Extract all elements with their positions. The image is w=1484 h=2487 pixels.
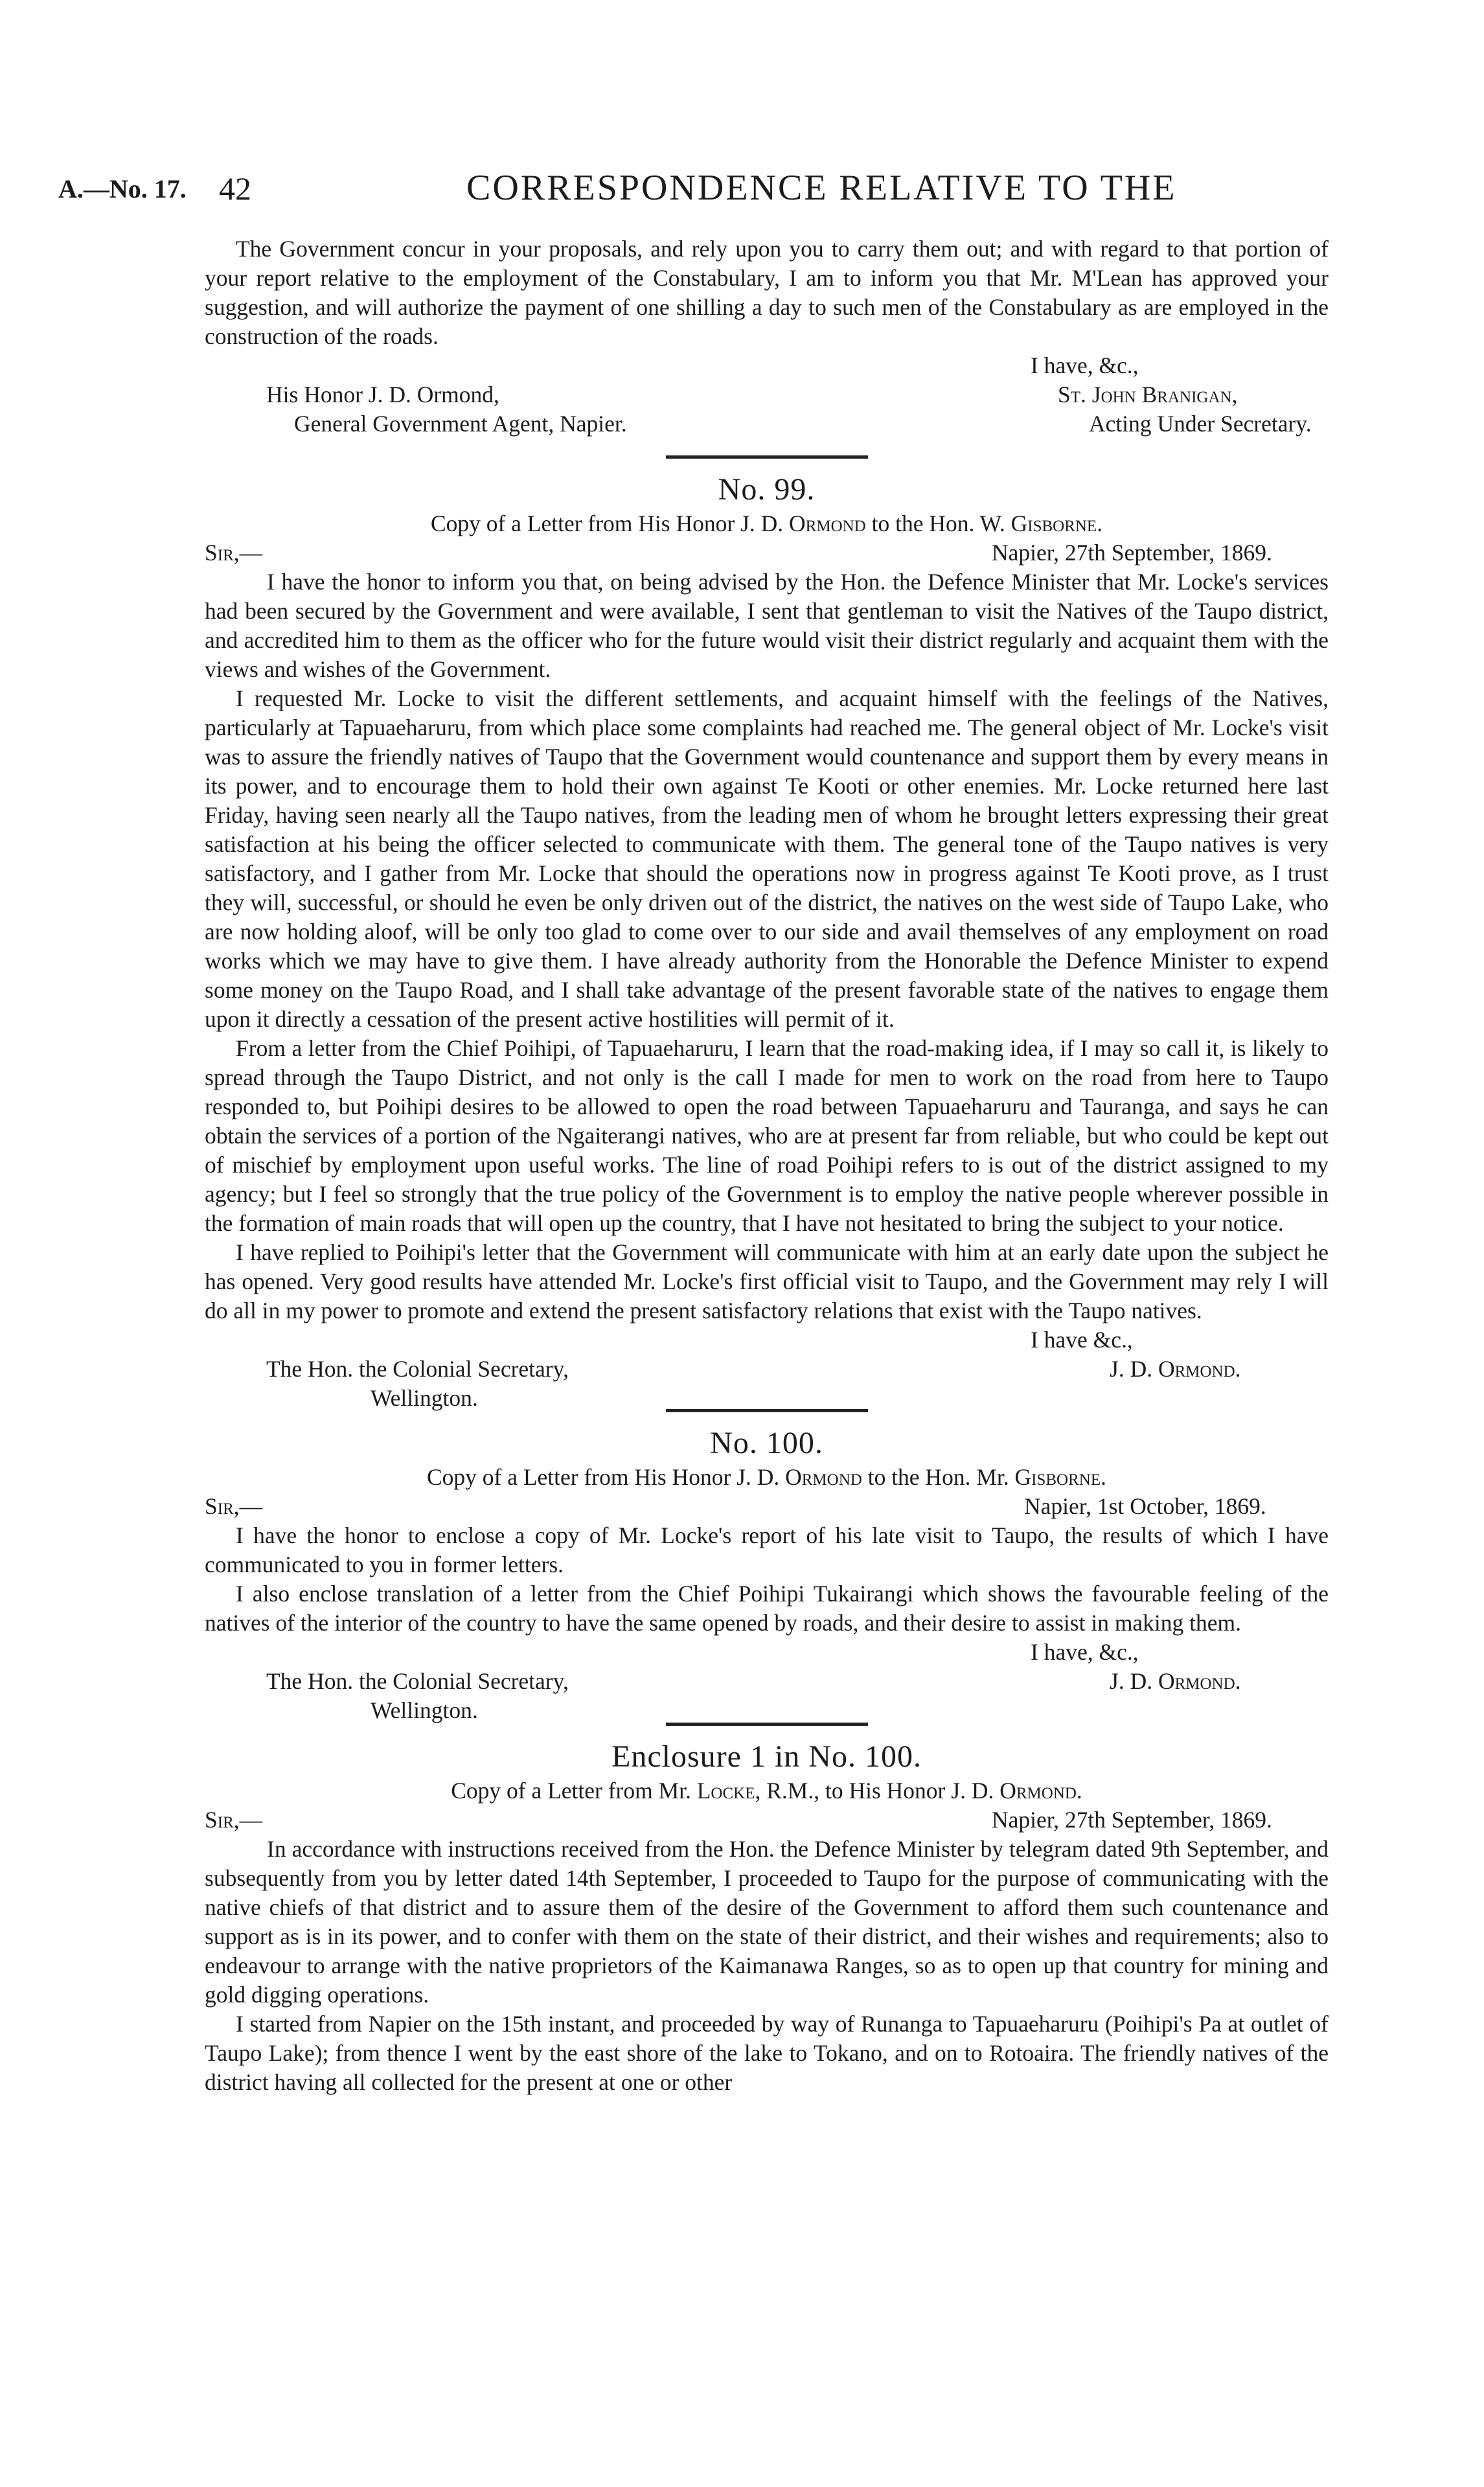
salutation: Sir,—	[205, 1493, 263, 1519]
letter-100-closing-row	[205, 1638, 1329, 1667]
letter-99-signer: J. D. Ormond.	[1110, 1356, 1241, 1382]
section-divider	[666, 1723, 868, 1726]
letter-99-caption	[205, 509, 1329, 538]
caption-name: Gisborne.	[1014, 1464, 1106, 1490]
intro-paragraph: The Government concur in your proposals, and rely upon you to carry them out; and with regard to that portion of your report relative to the employment of the Constabulary, I am to inform you that Mr. M'Lean has approved your suggestion, and will authorize the payment of one shilling a day to such men of the Constabulary as are employed in the construction of the roads.	[205, 236, 1329, 349]
running-title: CORRESPONDENCE RELATIVE TO THE	[466, 168, 1177, 208]
letter-100-caption	[205, 1463, 1329, 1492]
letter-99-closing: I have &c.,	[1031, 1327, 1133, 1353]
section-divider	[666, 1409, 868, 1412]
intro-closing: I have, &c.,	[1031, 352, 1139, 378]
enclosure-paragraph: In accordance with instructions received from the Hon. the Defence Minister by telegram dated 9th September, and subsequently from you by letter dated 14th September, I proceeded to Taupo for the purpose of communicating with the native chiefs of that district and to assure them of the desire of the Government to afford them such countenance and support as is in its power, and to confer with them on the state of their district, and their wishes and requirements; also to endeavour to arrange with the native proprietors of the Kaimanawa Ranges, so as to open up that country for mining and gold digging operations.	[205, 1836, 1329, 2008]
enclosure-heading: Enclosure 1 in No. 100.	[611, 1739, 922, 1774]
caption-name: Ormond	[785, 1464, 862, 1490]
page-number: 42	[219, 170, 251, 207]
letter-99-paragraph: I requested Mr. Locke to visit the different settlements, and acquaint himself with the feelings of the Natives, particularly at Tapuaeharuru, from which place some complaints had reached me. The general object of Mr. Locke's visit was to assure the friendly natives of Taupo that the Government would countenance and support them by every means in its power, and to encourage them to hold their own against Te Kooti or other enemies. Mr. Locke returned here last Friday, having seen nearly all the Taupo natives, from the leading men of whom he brought letters expressing their great satisfaction at his being the officer selected to communicate with them. The general tone of the Taupo natives is very satisfactory, and I gather from Mr. Locke that should the operations now in progress against Te Kooti prove, as I trust they will, successful, or should he even be only driven out of the district, the natives on the west side of Taupo Lake, who are now holding aloof, will be only too glad to come over to our side and avail themselves of any employment on road works which we may have to give them. I have already authority from the Honorable the Defence Minister to expend some money on the Taupo Road, and I shall take advantage of the present favorable state of the natives to engage them upon it directly a cessation of the present active hostilities will permit of it.	[205, 685, 1329, 1032]
letter-100-salutation-row	[205, 1492, 1329, 1521]
letter-99-signature-row	[205, 1355, 1329, 1384]
letter-99-closing-row	[205, 1325, 1329, 1355]
letter-100-paragraph: I have the honor to enclose a copy of Mr. Locke's report of his late visit to Taupo, the results of which I have communicated to you in former letters.	[205, 1522, 1329, 1577]
caption-name: Ormond.	[999, 1778, 1082, 1804]
letter-99-salutation-row	[205, 538, 1329, 567]
caption-text: Copy of a Letter from His Honor J. D.	[426, 1464, 780, 1490]
letter-100-paragraph: I also enclose translation of a letter from the Chief Poihipi Tukairangi which shows the favourable feeling of the natives of the interior of the country to have the same opened by roads, and their desire to assist in making them.	[205, 1581, 1329, 1636]
place-date: Napier, 27th September, 1869.	[992, 540, 1272, 566]
intro-addressee-line1: His Honor J. D. Ormond,	[266, 382, 499, 407]
caption-name: Ormond	[789, 510, 866, 536]
salutation: Sir,—	[205, 540, 263, 566]
caption-text: Copy of a Letter from Mr.	[451, 1778, 691, 1804]
intro-signature-row-2	[205, 409, 1329, 439]
letter-99-addressee-line1: The Hon. the Colonial Secretary,	[266, 1356, 569, 1382]
letter-100-closing: I have, &c.,	[1031, 1639, 1139, 1665]
letter-99-paragraph: I have the honor to inform you that, on being advised by the Hon. the Defence Minister that Mr. Locke's services had been secured by the Government and were available, I sent that gentleman to visit the Natives of the Taupo district, and accredited him to them as the officer who for the future would visit their district regularly and acquaint them with the views and wishes of the Government.	[205, 569, 1329, 682]
letter-99-paragraph: From a letter from the Chief Poihipi, of Tapuaeharuru, I learn that the road-making idea, if I may so call it, is likely to spread through the Taupo District, and not only is the call I made for men to work on the road from here to Taupo responded to, but Poihipi desires to be allowed to open the road between Tapuaeharuru and Tauranga, and says he can obtain the services of a portion of the Ngaiterangi natives, who are at present far from reliable, but who could be kept out of mischief by employment upon useful works. The line of road Poihipi refers to is out of the district assigned to my agency; but I feel so strongly that the true policy of the Government is to employ the native people wherever possible in the formation of main roads that will open up the country, that I have not hesitated to bring the subject to your notice.	[205, 1035, 1329, 1236]
paper-reference: A.—No. 17.	[58, 174, 187, 203]
letter-number-99: No. 99.	[718, 472, 816, 507]
caption-text: Copy of a Letter from His Honor J. D.	[430, 510, 784, 536]
caption-name: Locke,	[696, 1778, 761, 1804]
caption-text: to the Hon. W.	[871, 510, 1005, 536]
letter-100-addressee-line2-row	[205, 1696, 1329, 1725]
letter-100-signature-row	[205, 1667, 1329, 1696]
intro-signature-row-1	[205, 380, 1329, 409]
place-date: Napier, 1st October, 1869.	[1024, 1493, 1266, 1519]
letter-100-addressee-line2: Wellington.	[371, 1697, 478, 1723]
enclosure-paragraph: I started from Napier on the 15th instant, and proceeded by way of Runanga to Tapuaeharuru (Poihipi's Pa at outlet of Taupo Lake); from thence I went by the east shore of the lake to Tokano, and on to Rotoaira. The friendly natives of the district having all collected for the present at one or other	[205, 2011, 1329, 2095]
caption-text: R.M., to His Honor J. D.	[766, 1778, 994, 1804]
intro-signer-name: St. John Branigan,	[1058, 382, 1238, 407]
letter-99-paragraph: I have replied to Poihipi's letter that the Government will communicate with him at an early date upon the subject he has opened. Very good results have attended Mr. Locke's first official visit to Taupo, and the Government may rely I will do all in my power to promote and extend the present satisfactory relations that exist with the Taupo natives.	[205, 1239, 1329, 1324]
page-header	[58, 167, 1419, 212]
caption-text: to the Hon. Mr.	[867, 1464, 1009, 1490]
letter-99-addressee-line2: Wellington.	[371, 1385, 478, 1411]
salutation: Sir,—	[205, 1807, 263, 1833]
letter-100-addressee-line1: The Hon. the Colonial Secretary,	[266, 1668, 569, 1694]
enclosure-caption	[205, 1776, 1329, 1805]
intro-addressee-line2: General Government Agent, Napier.	[294, 411, 627, 437]
intro-signer-title: Acting Under Secretary.	[1089, 411, 1312, 437]
document-body	[205, 235, 1329, 2097]
letter-100-signer: J. D. Ormond.	[1110, 1668, 1241, 1694]
enclosure-salutation-row	[205, 1805, 1329, 1835]
section-divider	[666, 455, 868, 459]
letter-number-100: No. 100.	[710, 1426, 823, 1460]
place-date: Napier, 27th September, 1869.	[992, 1807, 1272, 1833]
intro-closing-row	[205, 351, 1329, 380]
caption-name: Gisborne.	[1010, 510, 1103, 536]
